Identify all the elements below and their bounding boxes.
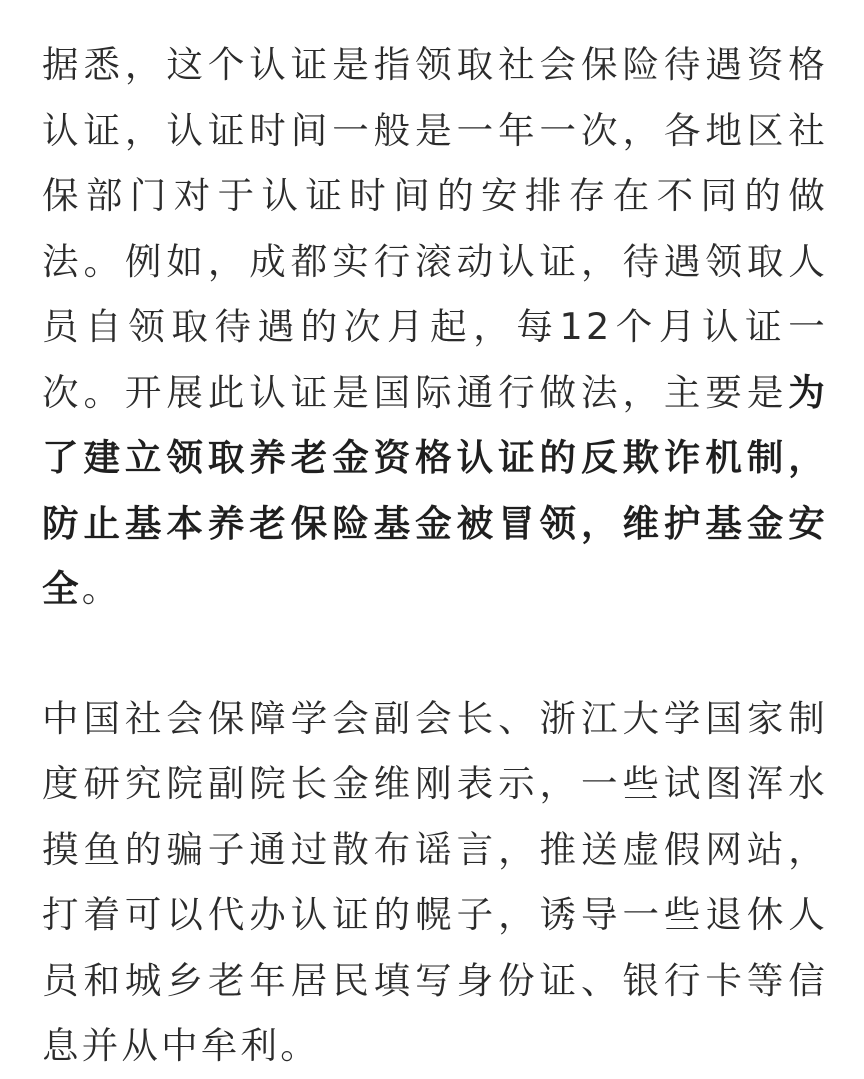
paragraph-expert-statement [42, 686, 828, 1079]
article-body [42, 32, 828, 1079]
paragraph-1-ending: 。 [81, 567, 122, 610]
paragraph-1-text: 据悉，这个认证是指领取社会保险待遇资格认证，认证时间一般是一年一次，各地区社保部门对于认证时间的安排存在不同的做法。例如，成都实行滚动认证，待遇领取人员自领取待遇的次月起，每12个月认证一次。开展此认证是国际通行做法，主要是 [42, 43, 828, 414]
paragraph-2-text: 中国社会保障学会副会长、浙江大学国家制度研究院副院长金维刚表示，一些试图浑水摸鱼的骗子通过散布谣言，推送虚假网站，打着可以代办认证的幌子，诱导一些退休人员和城乡老年居民填写身份证、银行卡等信息并从中牟利。 [42, 696, 828, 1067]
paragraph-certification-overview [42, 32, 828, 622]
paragraph-1-bold-text: 为了建立领取养老金资格认证的反欺诈机制，防止基本养老保险基金被冒领，维护基金安全 [42, 370, 828, 610]
